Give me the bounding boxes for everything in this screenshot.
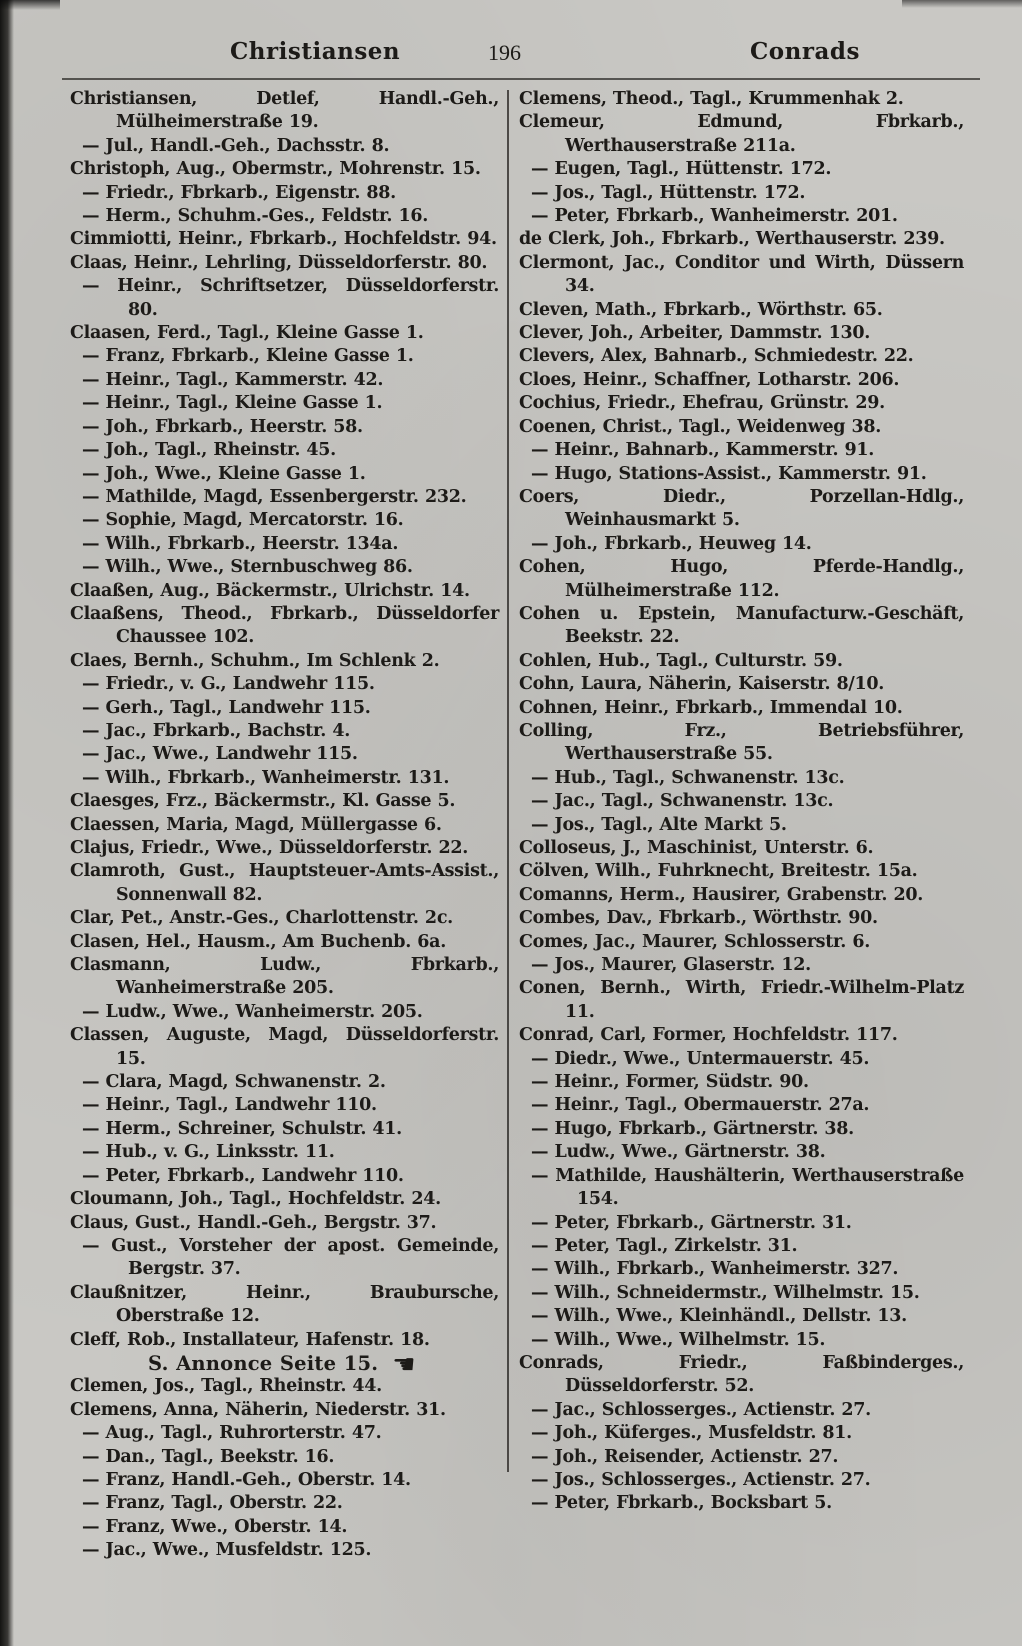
- entry-text: Cimmiotti, Heinr., Fbrkarb., Hochfeldstr. 94.: [70, 229, 497, 250]
- entry-text: Conen, Bernh., Wirth, Friedr.-Wilhelm-Platz 11.: [519, 978, 964, 1022]
- entry-text: Clemen, Jos., Tagl., Rheinstr. 44.: [70, 1376, 382, 1397]
- entry-text: Comanns, Herm., Hausirer, Grabenstr. 20.: [519, 884, 923, 905]
- entry-text: — Gerh., Tagl., Landwehr 115.: [82, 697, 371, 718]
- directory-entry: [519, 1212, 964, 1235]
- entry-text: — Heinr., Tagl., Obermauerstr. 27a.: [531, 1095, 870, 1116]
- entry-text: — Franz, Fbrkarb., Kleine Gasse 1.: [82, 346, 414, 367]
- directory-entry: [70, 1516, 499, 1539]
- directory-entry: [70, 954, 499, 1001]
- directory-entry: [519, 1352, 964, 1399]
- entry-text: Christiansen, Detlef, Handl.-Geh., Mülheimerstraße 19.: [70, 89, 499, 133]
- directory-entry: [519, 837, 964, 860]
- entry-text: Clever, Joh., Arbeiter, Dammstr. 130.: [519, 323, 871, 344]
- directory-entry: [70, 1024, 499, 1071]
- entry-text: — Heinr., Bahnarb., Kammerstr. 91.: [531, 440, 875, 461]
- running-head-left: Christiansen: [230, 38, 401, 65]
- entry-text: — Aug., Tagl., Ruhrorterstr. 47.: [82, 1423, 382, 1444]
- directory-entry: [70, 322, 499, 345]
- directory-entry: [519, 533, 964, 556]
- directory-entry: [519, 556, 964, 603]
- directory-entry: [519, 1492, 964, 1515]
- directory-entry: [519, 650, 964, 673]
- entry-text: — Herm., Schreiner, Schulstr. 41.: [82, 1118, 402, 1139]
- directory-entry: [519, 1446, 964, 1469]
- directory-entry: [519, 767, 964, 790]
- entry-text: — Dan., Tagl., Beekstr. 16.: [82, 1446, 335, 1467]
- directory-entry: [70, 837, 499, 860]
- entry-text: Cohlen, Hub., Tagl., Culturstr. 59.: [519, 650, 843, 671]
- entry-text: — Hub., Tagl., Schwanenstr. 13c.: [531, 767, 845, 788]
- directory-entry: [70, 509, 499, 532]
- directory-entry: [70, 486, 499, 509]
- entry-text: — Jul., Handl.-Geh., Dachsstr. 8.: [82, 135, 390, 156]
- directory-entry: [519, 205, 964, 228]
- entry-text: — Wilh., Wwe., Sternbuschweg 86.: [82, 557, 413, 578]
- entry-text: Coers, Diedr., Porzellan-Hdlg., Weinhausmarkt 5.: [519, 486, 964, 531]
- right-column: [509, 88, 964, 1626]
- directory-entry: [519, 1118, 964, 1141]
- directory-entry: [70, 205, 499, 228]
- directory-entry: [519, 1024, 964, 1047]
- directory-entry: [70, 369, 499, 392]
- entry-text: — Wilh., Wwe., Kleinhändl., Dellstr. 13.: [531, 1306, 907, 1327]
- entry-text: Clermont, Jac., Conditor und Wirth, Düssern 34.: [519, 252, 964, 297]
- directory-entry: [519, 673, 964, 696]
- entry-text: — Wilh., Fbrkarb., Wanheimerstr. 327.: [531, 1259, 899, 1280]
- entry-text: — Mathilde, Haushälterin, Werthauserstraße 154.: [531, 1165, 964, 1210]
- directory-entry: [519, 486, 964, 533]
- entry-text: Claasen, Ferd., Tagl., Kleine Gasse 1.: [70, 323, 424, 344]
- directory-entry: [70, 345, 499, 368]
- directory-entry: [519, 1469, 964, 1492]
- directory-entry: [519, 1305, 964, 1328]
- directory-entry: [519, 1422, 964, 1445]
- entry-text: S. Annonce Seite 15.: [148, 1351, 379, 1375]
- entry-text: Claußnitzer, Heinr., Braubursche, Oberstraße 12.: [70, 1282, 499, 1327]
- directory-entry: [70, 228, 499, 251]
- directory-entry: [519, 720, 964, 767]
- directory-entry: [70, 697, 499, 720]
- scan-edge-left: [0, 0, 14, 1646]
- directory-entry: [519, 1094, 964, 1117]
- entry-text: Coenen, Christ., Tagl., Weidenweg 38.: [519, 416, 882, 437]
- directory-entry: [70, 463, 499, 486]
- entry-text: — Jac., Schlosserges., Actienstr. 27.: [531, 1399, 871, 1420]
- entry-text: — Franz, Tagl., Oberstr. 22.: [82, 1493, 343, 1514]
- entry-text: Cloes, Heinr., Schaffner, Lotharstr. 206.: [519, 369, 900, 390]
- entry-text: — Joh., Fbrkarb., Heerstr. 58.: [82, 416, 363, 437]
- entry-text: Claus, Gust., Handl.-Geh., Bergstr. 37.: [70, 1212, 437, 1233]
- directory-entry: [519, 345, 964, 368]
- directory-entry: [519, 1048, 964, 1071]
- entry-text: Clar, Pet., Anstr.-Ges., Charlottenstr. 2c.: [70, 908, 453, 929]
- entry-text: Cohn, Laura, Näherin, Kaiserstr. 8/10.: [519, 674, 885, 695]
- entry-text: Clajus, Friedr., Wwe., Düsseldorferstr. 22.: [70, 838, 469, 858]
- entry-text: — Franz, Handl.-Geh., Oberstr. 14.: [82, 1469, 411, 1490]
- entry-text: — Heinr., Schriftsetzer, Düsseldorferstr. 80.: [82, 276, 499, 320]
- directory-entry: [70, 1282, 499, 1329]
- directory-entry: [519, 252, 964, 299]
- entry-text: — Heinr., Tagl., Kleine Gasse 1.: [82, 393, 383, 414]
- directory-entry: [519, 1165, 964, 1212]
- directory-entry: [519, 1282, 964, 1305]
- entry-text: — Joh., Reisender, Actienstr. 27.: [531, 1446, 839, 1467]
- directory-entry: [70, 1165, 499, 1188]
- directory-entry: [70, 650, 499, 673]
- directory-entry: [70, 416, 499, 439]
- entry-text: — Heinr., Former, Südstr. 90.: [531, 1072, 809, 1093]
- directory-entry: [70, 1141, 499, 1164]
- entry-text: — Jac., Wwe., Landwehr 115.: [82, 744, 358, 765]
- entry-text: — Joh., Fbrkarb., Heuweg 14.: [531, 533, 812, 554]
- entry-text: — Jos., Tagl., Alte Markt 5.: [531, 814, 787, 835]
- entry-text: Clevers, Alex, Bahnarb., Schmiedestr. 22.: [519, 346, 914, 367]
- entry-text: Cloumann, Joh., Tagl., Hochfeldstr. 24.: [70, 1189, 441, 1210]
- entry-text: — Peter, Fbrkarb., Wanheimerstr. 201.: [531, 206, 898, 227]
- directory-entry: [70, 580, 499, 603]
- entry-text: Claesges, Frz., Bäckermstr., Kl. Gasse 5.: [70, 791, 456, 812]
- entry-text: — Jos., Maurer, Glaserstr. 12.: [531, 955, 811, 976]
- entry-text: — Franz, Wwe., Oberstr. 14.: [82, 1516, 348, 1537]
- entry-text: Claas, Heinr., Lehrling, Düsseldorferstr. 80.: [70, 252, 488, 273]
- directory-entry: [519, 1399, 964, 1422]
- entry-text: — Gust., Vorsteher der apost. Gemeinde, Bergstr. 37.: [82, 1235, 499, 1280]
- directory-entry: [519, 603, 964, 650]
- directory-entry: [70, 135, 499, 158]
- directory-entry: [70, 860, 499, 907]
- entry-text: — Friedr., v. G., Landwehr 115.: [82, 674, 375, 695]
- entry-text: — Wilh., Fbrkarb., Wanheimerstr. 131.: [82, 767, 450, 788]
- directory-entry: [519, 463, 964, 486]
- directory-entry: [70, 1375, 499, 1398]
- entry-text: Cleven, Math., Fbrkarb., Wörthstr. 65.: [519, 299, 883, 320]
- directory-entry: [519, 931, 964, 954]
- directory-entry: [70, 673, 499, 696]
- directory-entry: [70, 1094, 499, 1117]
- entry-text: Clemens, Theod., Tagl., Krummenhak 2.: [519, 89, 904, 109]
- manicule-left-icon: ☚: [392, 1349, 416, 1380]
- entry-text: — Peter, Fbrkarb., Bocksbart 5.: [531, 1493, 832, 1514]
- directory-entry: [70, 275, 499, 322]
- directory-entry: [70, 1188, 499, 1211]
- entry-text: Claaßen, Aug., Bäckermstr., Ulrichstr. 14.: [70, 580, 470, 601]
- entry-text: — Jos., Tagl., Hüttenstr. 172.: [531, 182, 806, 203]
- directory-entry: [519, 977, 964, 1024]
- directory-entry: [519, 1235, 964, 1258]
- annonce-note: [70, 1349, 499, 1380]
- directory-entry: [70, 392, 499, 415]
- directory-entry: [519, 182, 964, 205]
- directory-entry: [519, 790, 964, 813]
- directory-entry: [70, 720, 499, 743]
- directory-entry: [519, 158, 964, 181]
- directory-entry: [519, 416, 964, 439]
- entry-text: — Friedr., Fbrkarb., Eigenstr. 88.: [82, 182, 396, 203]
- directory-entry: [70, 182, 499, 205]
- directory-entry: [70, 1492, 499, 1515]
- entry-text: Combes, Dav., Fbrkarb., Wörthstr. 90.: [519, 908, 878, 929]
- directory-entry: [70, 1539, 499, 1562]
- directory-entry: [519, 392, 964, 415]
- entry-text: Cohen, Hugo, Pferde-Handlg., Mülheimerstraße 112.: [519, 557, 964, 601]
- directory-entry: [519, 814, 964, 837]
- entry-text: Cohen u. Epstein, Manufacturw.-Geschäft, Beekstr. 22.: [519, 603, 964, 648]
- entry-text: Cölven, Wilh., Fuhrknecht, Breitestr. 15a.: [519, 861, 918, 882]
- entry-text: — Mathilde, Magd, Essenbergerstr. 232.: [82, 486, 467, 507]
- directory-entry: [519, 1141, 964, 1164]
- entry-text: — Clara, Magd, Schwanenstr. 2.: [82, 1072, 386, 1093]
- directory-entry: [519, 369, 964, 392]
- running-head-right: Conrads: [750, 38, 860, 65]
- directory-entry: [70, 1001, 499, 1024]
- entry-text: — Hugo, Fbrkarb., Gärtnerstr. 38.: [531, 1118, 854, 1139]
- directory-entry: [70, 603, 499, 650]
- entry-text: Clasmann, Ludw., Fbrkarb., Wanheimerstraße 205.: [70, 955, 499, 999]
- directory-entry: [70, 907, 499, 930]
- entry-text: — Peter, Fbrkarb., Landwehr 110.: [82, 1165, 404, 1186]
- entry-text: — Peter, Tagl., Zirkelstr. 31.: [531, 1235, 798, 1256]
- directory-entry: [70, 1118, 499, 1141]
- entry-text: — Herm., Schuhm.-Ges., Feldstr. 16.: [82, 206, 428, 227]
- entry-text: Christoph, Aug., Obermstr., Mohrenstr. 15.: [70, 159, 481, 180]
- entry-text: Cleff, Rob., Installateur, Hafenstr. 18.: [70, 1329, 430, 1350]
- scan-corner-mark: [902, 0, 1022, 8]
- entry-text: Clasen, Hel., Hausm., Am Buchenb. 6a.: [70, 931, 447, 952]
- directory-entry: [70, 1329, 499, 1352]
- entry-text: — Wilh., Schneidermstr., Wilhelmstr. 15.: [531, 1282, 920, 1303]
- entry-text: — Hugo, Stations-Assist., Kammerstr. 91.: [531, 463, 927, 484]
- entry-text: — Joh., Wwe., Kleine Gasse 1.: [82, 463, 366, 484]
- directory-entry: [70, 814, 499, 837]
- directory-entry: [519, 228, 964, 251]
- directory-entry: [70, 1446, 499, 1469]
- entry-text: — Jac., Wwe., Musfeldstr. 125.: [82, 1540, 372, 1561]
- header-rule: [62, 78, 980, 80]
- entry-text: — Diedr., Wwe., Untermauerstr. 45.: [531, 1048, 870, 1069]
- directory-entry: [519, 1071, 964, 1094]
- entry-text: Conrads, Friedr., Faßbinderges., Düsseldorferstr. 52.: [519, 1352, 964, 1397]
- directory-entry: [70, 439, 499, 462]
- entry-text: Cohnen, Heinr., Fbrkarb., Immendal 10.: [519, 697, 903, 718]
- page-number: 196: [488, 40, 521, 65]
- directory-entry: [519, 884, 964, 907]
- directory-entry: [70, 1235, 499, 1282]
- entry-text: Colloseus, J., Maschinist, Unterstr. 6.: [519, 838, 874, 858]
- entry-text: Conrad, Carl, Former, Hochfeldstr. 117.: [519, 1025, 898, 1046]
- entry-text: — Jac., Fbrkarb., Bachstr. 4.: [82, 720, 351, 741]
- entry-text: Claes, Bernh., Schuhm., Im Schlenk 2.: [70, 650, 440, 671]
- directory-entry: [519, 1329, 964, 1352]
- entry-text: — Ludw., Wwe., Gärtnerstr. 38.: [531, 1142, 826, 1163]
- directory-entry: [70, 1422, 499, 1445]
- directory-entry: [70, 790, 499, 813]
- scan-corner-mark: [0, 0, 60, 10]
- entry-text: Classen, Auguste, Magd, Düsseldorferstr. 15.: [70, 1025, 499, 1069]
- entry-text: — Eugen, Tagl., Hüttenstr. 172.: [531, 159, 832, 180]
- directory-entry: [70, 1071, 499, 1094]
- entry-text: — Jos., Schlosserges., Actienstr. 27.: [531, 1469, 871, 1490]
- entry-text: de Clerk, Joh., Fbrkarb., Werthauserstr. 239.: [519, 229, 945, 250]
- entry-text: — Heinr., Tagl., Landwehr 110.: [82, 1095, 377, 1116]
- directory-entry: [519, 907, 964, 930]
- entry-text: — Joh., Tagl., Rheinstr. 45.: [82, 440, 336, 461]
- directory-entry: [519, 88, 964, 111]
- directory-entry: [519, 299, 964, 322]
- entry-text: Clemens, Anna, Näherin, Niederstr. 31.: [70, 1399, 446, 1420]
- directory-entry: [70, 743, 499, 766]
- entry-text: Claaßens, Theod., Fbrkarb., Düsseldorfer Chaussee 102.: [70, 603, 499, 648]
- entry-text: — Joh., Küferges., Musfeldstr. 81.: [531, 1423, 852, 1444]
- entry-text: Cochius, Friedr., Ehefrau, Grünstr. 29.: [519, 393, 885, 414]
- directory-entry: [519, 439, 964, 462]
- directory-entry: [519, 322, 964, 345]
- directory-entry: [70, 158, 499, 181]
- entry-text: — Peter, Fbrkarb., Gärtnerstr. 31.: [531, 1212, 852, 1233]
- directory-entry: [70, 252, 499, 275]
- entry-text: Clamroth, Gust., Hauptsteuer-Amts-Assist., Sonnenwall 82.: [70, 861, 499, 905]
- directory-entry: [70, 556, 499, 579]
- entry-text: — Jac., Tagl., Schwanenstr. 13c.: [531, 791, 834, 812]
- entry-text: — Wilh., Wwe., Wilhelmstr. 15.: [531, 1329, 826, 1350]
- page-header: [60, 38, 982, 68]
- entry-text: — Heinr., Tagl., Kammerstr. 42.: [82, 369, 384, 390]
- left-column: [70, 88, 507, 1626]
- entry-text: — Sophie, Magd, Mercatorstr. 16.: [82, 510, 404, 531]
- directory-entry: [519, 111, 964, 158]
- entry-text: Comes, Jac., Maurer, Schlosserstr. 6.: [519, 931, 871, 952]
- entry-text: — Wilh., Fbrkarb., Heerstr. 134a.: [82, 533, 399, 554]
- directory-entry: [70, 533, 499, 556]
- directory-entry: [519, 954, 964, 977]
- directory-entry: [70, 88, 499, 135]
- directory-entry: [519, 860, 964, 883]
- entry-text: — Hub., v. G., Linksstr. 11.: [82, 1142, 335, 1163]
- directory-entry: [70, 1399, 499, 1422]
- directory-entry: [70, 931, 499, 954]
- entry-text: Clemeur, Edmund, Fbrkarb., Werthauserstraße 211a.: [519, 112, 964, 156]
- directory-entry: [70, 767, 499, 790]
- entry-text: — Ludw., Wwe., Wanheimerstr. 205.: [82, 1001, 423, 1022]
- entry-text: Claessen, Maria, Magd, Müllergasse 6.: [70, 814, 442, 835]
- directory-entry: [70, 1212, 499, 1235]
- directory-entry: [519, 697, 964, 720]
- entry-text: Colling, Frz., Betriebsführer, Werthauserstraße 55.: [519, 720, 964, 765]
- directory-entry: [70, 1469, 499, 1492]
- directory-entry: [519, 1258, 964, 1281]
- directory-columns: [70, 88, 984, 1626]
